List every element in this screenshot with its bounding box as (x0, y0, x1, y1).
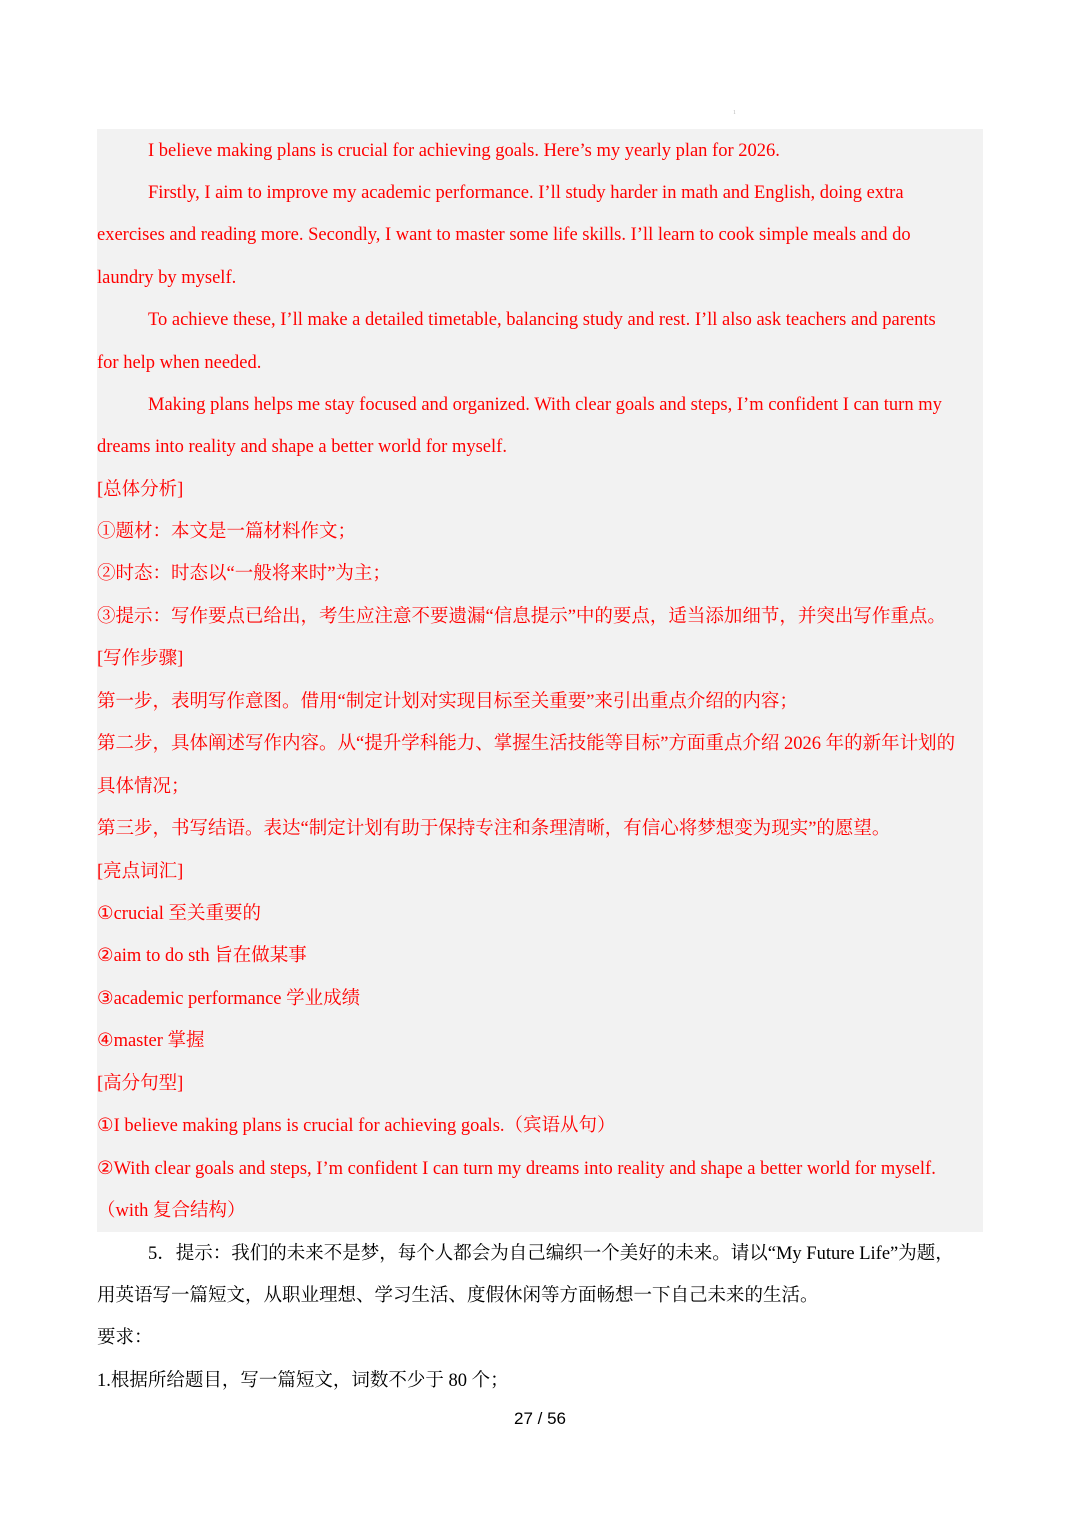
vocab-item-4: ④master 掌握 (97, 1031, 205, 1051)
step-1: 第一步，表明写作意图。借用“制定计划对实现目标至关重要”来引出重点介绍的内容； (97, 692, 798, 712)
essay-paragraph-2-line-2: exercises and reading more. Secondly, I want to master some life skills. I’ll learn to cook simple meals and do (97, 225, 911, 245)
page-number: 27 / 56 (514, 1409, 566, 1428)
sentence-item-2-line-2: （with 复合结构） (97, 1201, 246, 1221)
page-mark: 1 (733, 110, 736, 116)
vocab-item-2: ②aim to do sth 旨在做某事 (97, 946, 307, 966)
essay-paragraph-3-line-2: for help when needed. (97, 353, 262, 373)
sentence-item-1: ①I believe making plans is crucial for achieving goals.（宾语从句） (97, 1116, 616, 1136)
step-3: 第三步，书写结语。表达“制定计划有助于保持专注和条理清晰，有信心将梦想变为现实”的愿望。 (97, 819, 891, 839)
sentences-heading: [高分句型] (97, 1074, 184, 1094)
vocab-item-1: ①crucial 至关重要的 (97, 904, 262, 924)
essay-paragraph-3-line-1: To achieve these, I’ll make a detailed timetable, balancing study and rest. I’ll also ask teachers and parents (148, 310, 936, 330)
step-2-line-1: 第二步，具体阐述写作内容。从“提升学科能力、掌握生活技能等目标”方面重点介绍 2026 年的新年计划的 (97, 734, 956, 754)
question-5-requirement-1: 1.根据所给题目，写一篇短文，词数不少于 80 个； (97, 1371, 509, 1391)
answer-panel (97, 129, 983, 1232)
essay-paragraph-2-line-3: laundry by myself. (97, 268, 237, 288)
essay-paragraph-1: I believe making plans is crucial for achieving goals. Here’s my yearly plan for 2026. (148, 141, 780, 161)
essay-paragraph-4-line-1: Making plans helps me stay focused and organized. With clear goals and steps, I’m confident I can turn my (148, 395, 942, 415)
step-2-line-2: 具体情况； (97, 777, 190, 797)
vocab-heading: [亮点词汇] (97, 862, 184, 882)
essay-paragraph-2-line-1: Firstly, I aim to improve my academic performance. I’ll study harder in math and English, doing extra (148, 183, 904, 203)
essay-paragraph-4-line-2: dreams into reality and shape a better world for myself. (97, 437, 507, 457)
question-5-line-1: 5．提示：我们的未来不是梦，每个人都会为自己编织一个美好的未来。请以“My Future Life”为题， (148, 1244, 954, 1264)
sentence-item-2-line-1: ②With clear goals and steps, I’m confident I can turn my dreams into reality and shape a better world for myself. (97, 1159, 936, 1179)
analysis-item-2: ②时态：时态以“一般将来时”为主； (97, 564, 391, 584)
steps-heading: [写作步骤] (97, 649, 184, 669)
question-5-line-2: 用英语写一篇短文，从职业理想、学习生活、度假休闲等方面畅想一下自己未来的生活。 (97, 1286, 819, 1306)
question-5-requirements-label: 要求： (97, 1328, 153, 1348)
analysis-heading: [总体分析] (97, 480, 184, 500)
vocab-item-3: ③academic performance 学业成绩 (97, 989, 361, 1009)
analysis-item-1: ①题材：本文是一篇材料作文； (97, 522, 357, 542)
analysis-item-3: ③提示：写作要点已给出，考生应注意不要遗漏“信息提示”中的要点，适当添加细节，并突出写作重点。 (97, 607, 946, 627)
